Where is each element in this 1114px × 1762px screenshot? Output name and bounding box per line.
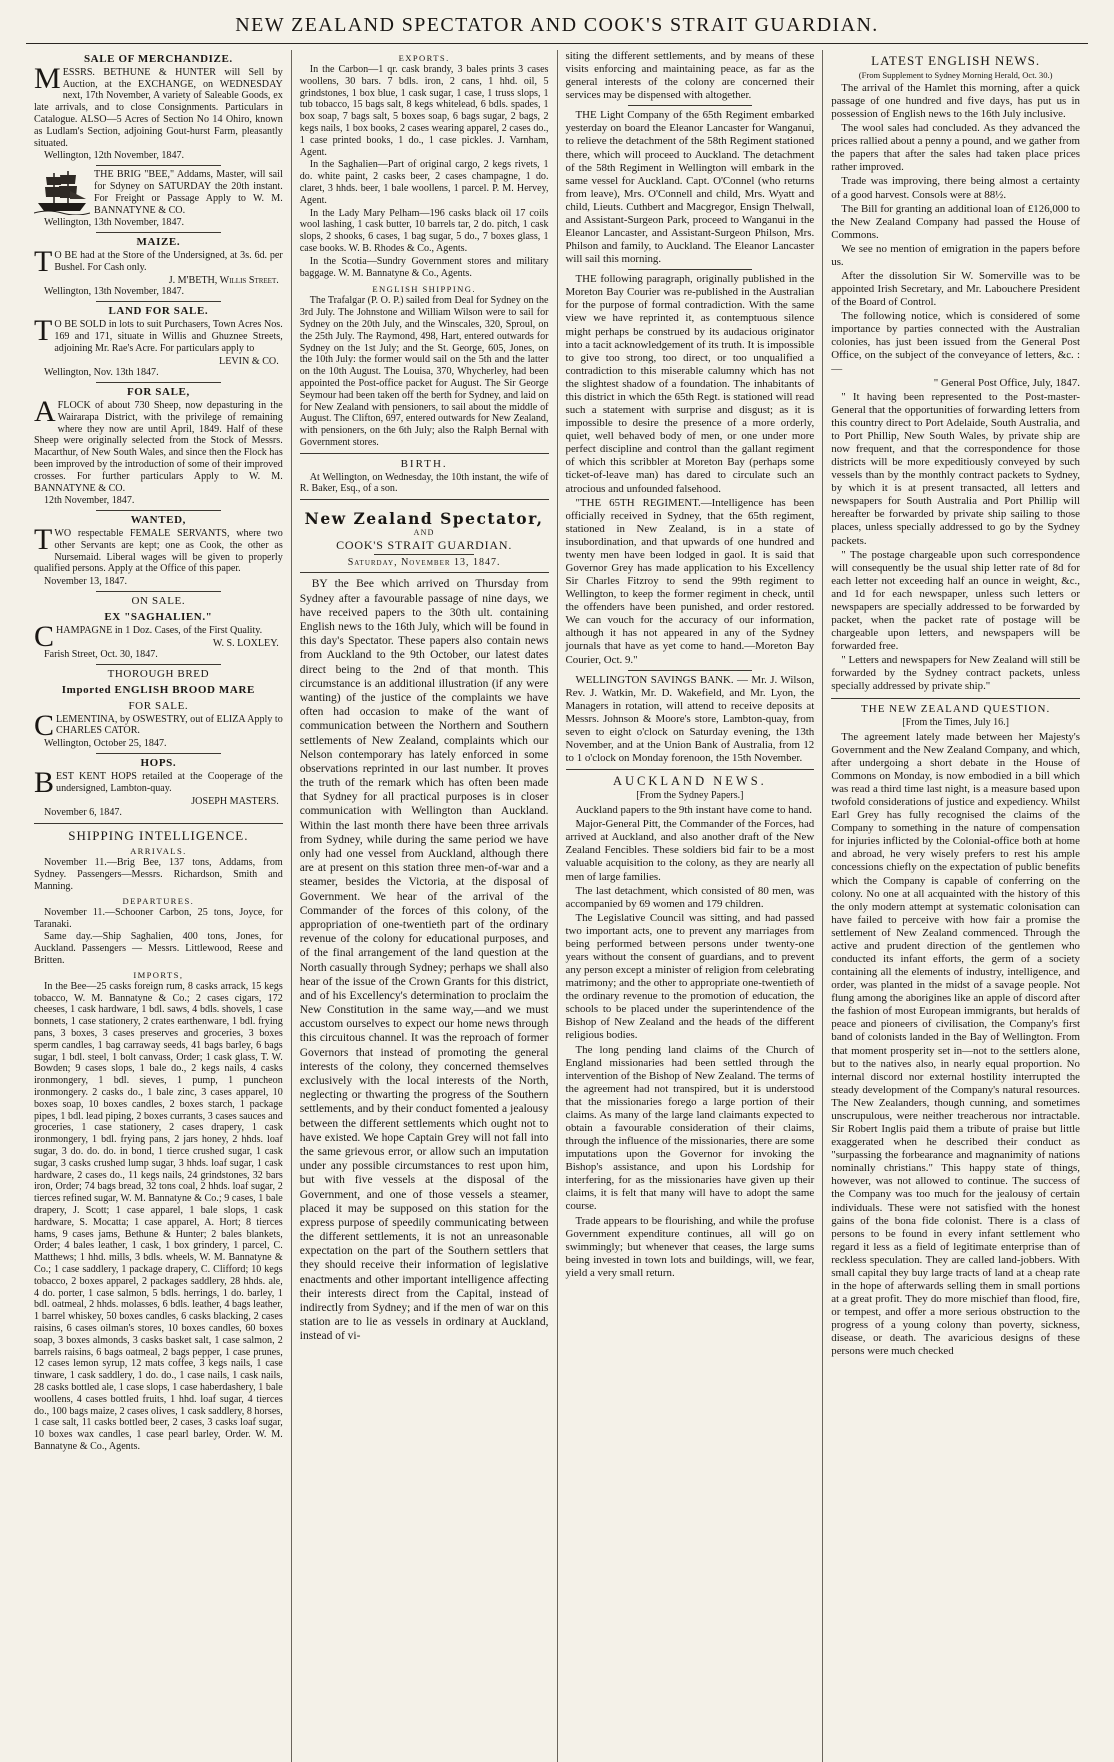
latest-paragraph: " The postage chargeable upon such correspondence will consequently be the usual ship letter rate of 8d for each letter not exceeding half an ounce in weight, &c., and 1d for each newspaper, unless such letters or newspapers are specially addressed to be forwarded by packet, when the packet rate of postage will be chargeable upon letters, and newspapers will be forwarded free. (831, 548, 1080, 653)
divider (566, 769, 815, 770)
latest-paragraph: The following notice, which is considered of some importance by parties connected with the Australian colonies, has just been issued from the General Post Office, on the subject of the conveyance of letters, &c. :— (831, 310, 1080, 375)
latest-paragraph: " General Post Office, July, 1847. (933, 376, 1080, 389)
sale-body: MESSRS. BETHUNE & HUNTER will Sell by Auction, at the EXCHANGE, on WEDNESDAY next, 17th November, A variety of Saleable Goods, ex late arrivals, and to close Consignments. Particulars in Catalogue. ALSO—5 Acres of Section No 14 Ohiro, known as Ludlam's Section, adjoining Gout-hurst Farm, pleasantly situated. (34, 61, 283, 149)
exports-body-1: In the Carbon—1 qr. cask brandy, 3 bales prints 3 cases woollens, 30 bars. 7 bdls. iron, 2 cans, 1 hhd. oil, 5 grindstones, 1 box blue, 1 cask sugar, 1 case, 1 truss slops, 1 tub tobacco, 15 bags salt, 8 kegs whitelead, 6 bdls. spades, 1 box soap, 7 bags salt, 5 boxes soap, 6 bags sugar, 2 bags, 2 kegs nails, 1 box books, 2 cases wearing apparel, 2 cases do., 1 case printed books, 1 do., 1 case pickles. J. Varnham, Agent. (299, 64, 549, 158)
latest-news-source: (From Supplement to Sydney Morning Herald, Oct. 30.) (858, 69, 1053, 80)
paper-date: Saturday, November 13, 1847. (347, 556, 501, 568)
auckland-paragraph: The last detachment, which consisted of 80 men, was accompanied by 69 women and 179 children. (565, 884, 815, 910)
auckland-paragraph: Trade appears to be flourishing, and while the profuse Government expenditure continues, all will go on swimmingly; but whenever that ceases, the large sums being invested in town lots and buildings, will, we fear, yield a very small return. (565, 1214, 815, 1279)
nz-question-source: [From the Times, July 16.] (902, 716, 1009, 728)
exports-body-2: In the Saghalien—Part of original cargo, 2 kegs rivets, 1 do. white paint, 2 casks beer, 2 cases champagne, 1 do. claret, 3 hhds. beer, 1 bale woollens, 1 parcel. P. M. Hervey, Agent. (299, 159, 549, 206)
divider (96, 664, 220, 665)
latest-paragraph: " It having been represented to the Post-master-General that the opportunities of forwarding letters from this country direct to Port Adelaide, South Australia, and to Port Phillip, New South Wales, by private ship are now frequent, and that the correspondence for those districts will be more expeditiously conveyed by such vessels than by the monthly contract packets to Sydney, by which it is at present transacted, all letters and newspapers for South Australia and Port Phillip will hereafter be forwarded by private ship sailing to those places, unless specially addressed to go by the Sydney packets. (831, 390, 1080, 547)
latest-paragraph: The arrival of the Hamlet this morning, after a quick passage of one hundred and five days, has put us in possession of English news to the 16th July inclusive. (831, 81, 1080, 121)
column-2 (292, 50, 558, 1762)
divider (831, 698, 1080, 699)
editorial-paragraph: BY the Bee which arrived on Thursday from Sydney after a favourable passage of nine days, we have received papers to the 30th ult. containing English news to the 16th July, which will be found in this day's Spectator. These papers also contain news from Auckland to the 9th October, our latest dates direct being to the 2nd of that month. This circumstance is an additional illustration (if any were wanting) of the justice of the complaints we have often had occasion to make of the want of communication between the Northern and Southern settlements of New Zealand, complaints which our Nelson contemporary has lately enforced in some observations reprinted in our last number. It proves the truth of the remark which has often been made that Sydney for all practical purposes is in closer communication with Wellington than Auckland. Within the last month there have been three arrivals from Sydney, while during the same period we have only had one vessel from Auckland, although there are at present on this station three men-of-war and a steamer, besides the Victoria, at the disposal of Government. We hear of the arrival of the Commander of the forces of this colony, of the appropriation of one-twentieth part of the ordinary revenue of the colony for educational purposes, and of the final arrangement of the land question at the North casually through Sydney; perhaps we shall also hear of the issue of the Crown Grants for this district, and of his Excellency's determination to proclaim the New Constitution in the same way,—and we must accustom ourselves to expect our home news through this circuitous channel. It was the reproach of former Governors that instead of promoting the general interests of the colony, they concerned themselves exclusively with the local interests of the North, neglecting or thwarting the progress of the Southern settlements, and by their conduct fomented a jealousy between the different settlements which ought not to have existed. We hope Captain Grey will not fall into the same grievous error, or allow such an imputation under any possible circumstances to rest upon him, but with five vessels at the disposal of the Government, and one of those vessels a steamer, placed it may be supposed on this station for the express purpose of speedily communicating between the different settlements, it is not an unreasonable expectation on the part of the Southern settlers that they should receive their information of legislative enactments and other important intelligence affecting their interests direct from the Capital, instead of indirectly from Sydney; and if the men of war on this station are to lie as vessels in ordinary at Auckland, instead of vi- (299, 578, 549, 1343)
brig-body: THE BRIG "BEE," Addams, Master, will sail for Sdyney on SATURDAY the 20th instant. For Freight or Passage Apply to W. M. BANNATYNE & CO. (94, 169, 283, 216)
paper-subtitle: COOK'S STRAIT GUARDIAN. (336, 537, 513, 552)
mare-date: Wellington, October 25, 1847. (44, 738, 167, 750)
hops-sign: JOSEPH MASTERS. (191, 795, 279, 807)
maize-title: MAIZE. (136, 236, 181, 249)
departures-body-2: Same day.—Ship Saghalien, 400 tons, Jones, for Auckland. Passengers — Messrs. Littlewood, Reese and Britten. (34, 931, 283, 966)
column-3 (558, 50, 824, 1762)
hops-date: November 6, 1847. (44, 807, 122, 819)
wanted-date: November 13, 1847. (44, 576, 127, 588)
imports-body: In the Bee—25 casks foreign rum, 8 casks arrack, 15 kegs tobacco, W. M. Bannatyne & Co.; 2 cases cigars, 172 cheeses, 1 cask hardware, 1 bdl. saws, 4 bdls. shovels, 1 case bonnets, 1 case stationery, 2 crates earthenware, 1 bdl. frying pans, 3 boxes, 3 cases preserves and groceries, 3 boxes sperm candles, 1 bag carraway seeds, 41 bags barley, 6 bags sugar, 1 bdl. steel, 1 bolt canvass, Order; 1 cask glass, T. W. Bowden; 9 cases slops, 1 bale do., 2 kegs nails, 4 casks ironmongery, 1 bdl. sieves, 1 pump, 1 puncheon ironmongery. 2 casks do., 1 bale zinc, 3 cases apparel, 10 boxes soap, 10 boxes candles, 2 boxes starch, 1 package pipes, 1 bdl. lead piping, 2 boxes currants, 3 cases sauces and groceries, 1 case stationery, 2 cases drapery, 1 cask ironmongery, 1 bdl. frying pans, 2 jars honey, 2 hhds. loaf sugar, 3 do. do. do. in bond, 1 tierce crushed sugar, 1 cask sugar, 3 casks crushed lump sugar, 3 hhds. loaf sugar, 1 cask hardware, 2 cases do., 11 kegs nails, 24 grindstones, 32 bars iron, Order; 74 bags bread, 32 tons coal, 2 hhds. loaf sugar, 2 tierces refined sugar, W. M. Bannatyne & Co.; 9 cases, 1 bale drapery, J. Scott; 1 case apparel, 1 bale slops, 1 cask hardware, S. Mocatta; 1 case apparel, A. Hort; 8 tierces hams, 9 cases jams, Bethune & Hunter; 2 bales blankets, Order; 4 bales leather, 1 cask, 1 box grindery, 1 parcel, C. Matthews; 1 hhd. mills, 3 bdls. wheels, W. M. Bannatyne & Co.; 1 case saddlery, 1 package drapery, C. Clifford; 10 kegs tobacco, 2 boxes apparel, 2 packages saddlery, 28 hhds. ale, 4 do. porter, 1 case salmon, 5 bdls. herrings, 1 do. barley, 1 bdl. oatmeal, 2 hhds. molasses, 6 bdls. leather, 4 bags leather, 1 barrel whiskey, 50 boxes candles, 6 casks blacking, 2 cases raisins, 6 cases oilman's stores, 10 boxes candles, 60 boxes soap, 3 boxes almonds, 3 casks basket salt, 1 case salmon, 2 barrels raisins, 6 bags oatmeal, 2 bags pepper, 1 case prunes, 12 cases lemon syrup, 12 mats coffee, 3 kegs nails, 1 case tinware, 1 cask saddlery, 1 do. do., 1 case nails, 1 cask nails, 28 casks bottled ale, 1 case slops, 1 case haberdashery, 1 bale woollens, 4 cases bottled fruits, 1 hhd. loaf sugar, 4 tierces do., 100 bags maize, 2 cases olives, 1 cask saddlery, 8 horses, 1 case salt, 11 casks bottled beer, 2 cases, 3 casks loaf sugar, 10 boxes wax candles, 1 case pearl barley, Order. W. M. Bannatyne & Co., Agents. (34, 980, 283, 1452)
editorial (300, 577, 549, 1343)
maize-date: Wellington, 13th November, 1847. (44, 286, 185, 298)
champagne-body: CHAMPAGNE in 1 Doz. Cases, of the First Quality. (34, 619, 263, 653)
arrivals-body: November 11.—Brig Bee, 137 tons, Addams, from Sydney. Passengers—Messrs. Richardson, Smith and Manning. (34, 857, 283, 892)
editorial-continued: siting the different settlements, and by means of these visits enforcing and maintaining peace, as far as the general interests of the colony are concerned their services may be dispensed with altogether. (565, 50, 815, 102)
latest-paragraph: After the dissolution Sir W. Somerville was to be appointed Irish Secretary, and Mr. Labouchere President of the Board of Control. (831, 270, 1080, 309)
brig-date: Wellington, 13th November, 1847. (44, 217, 185, 229)
divider (96, 753, 220, 754)
auckland-news-title: AUCKLAND NEWS. (612, 774, 767, 789)
divider (374, 554, 474, 555)
columns (26, 50, 1088, 1762)
departures-title: DEPARTURES. (122, 895, 195, 906)
exports-body-4: In the Scotia—Sundry Government stores and military baggage. W. M. Bannatyne & Co., Agents. (299, 255, 549, 279)
column-4 (823, 50, 1088, 1762)
champagne-sign: W. S. LOXLEY. (212, 637, 279, 649)
mare-title-3: FOR SALE. (128, 699, 189, 712)
nz-question-title: THE NEW ZEALAND QUESTION. (861, 702, 1051, 715)
latest-news-title: LATEST ENGLISH NEWS. (871, 53, 1041, 68)
english-shipping-title: ENGLISH SHIPPING. (372, 284, 476, 295)
paper-and: AND (413, 528, 435, 538)
savings-bank-paragraph: WELLINGTON SAVINGS BANK. — Mr. J. Wilson, Rev. J. Watkin, Mr. D. Wakefield, and Mr. Lyon, the Managers in rotation, will attend to receive deposits at Messrs. Johnson & Moore's store, Lambton-quay, from seven to eight o'clock on Saturday evening, the 13th November, and at the Union Bank of Australia, from 12 to 1 o'clock on Monday forenoon, the 15th November. (565, 673, 815, 765)
imports-title: IMPORTS, (133, 969, 184, 980)
arrivals-title: ARRIVALS. (130, 846, 187, 857)
nz-question-paragraph: The agreement lately made between her Majesty's Government and the New Zealand Company, and which, after undergoing a short debate in the House of Commons on Monday, is now embodied in a bill which was read a third time last night, is a measure based upon twofold considerations of justice and expediency. Whilst Earl Grey has fully recognised the claims of the Company to something in the nature of compensation for injuries inflicted by the Colonial-office both at home and abroad, he very wisely prefers to rest his ample concessions chiefly on the expectation of public benefits which the Company is capable of conferring on the colony. No one at all acquainted with the history of this the only modern attempt at systematic colonisation can have failed to perceive with how fair a promise the settlement of New Zealand commenced. Through the active and prudent direction of the gentlemen who conducted its infant efforts, the germ of a society containing all the elements of industry, intelligence, and order, was planted in the midst of a savage people. Not flung among the aborigines like an apple of discord after the fashion of most European immigrants, but heralds of peace and pioneers of civilisation, the Company's first band of colonists landed in the Bay of Wellington. From that moment prosperity set in—not to the settlers alone, but to the natives also, in nearly equal proportion. No internal discord nor external hostility interrupted the steady development of the Company's natural resources. The New Zealanders, though cunning, and sometimes unscrupulous, were neither treacherous nor intractable. Sir Robert Inglis paid them a tribute of praise but little exaggerated when he described their conduct as "surpassing the forbearance and magnanimity of nations nominally christians." This happy state of things, however, was not allowed to continue. The success of the Company was too much for the jealousy of certain individuals. These were not satisfied with the honest gains of the bona fide colonist. There is a class of persons to be found in every infant settlement who regard it less as a field of legitimate enterprise than of reckless speculation. They are called land-jobbers. With small capital they buy large tracts of land at a cheap rate in the hope of afterwards selling them in small portions at a great profit. They do more mischief than flood, fire, or tempest, and offer a more serious obstruction to the progress of a young colony than poverty, sickness, disease, or death. The avaricious designs of these persons were much checked (831, 730, 1080, 1358)
exports-title: EXPORTS. (398, 53, 450, 63)
hops-body: BEST KENT HOPS retailed at the Cooperage of the undersigned, Lambton-quay. (34, 765, 283, 799)
regiment-quote: "THE 65TH REGIMENT.—Intelligence has been officially received in Sydney, that the 65th regiment, stationed in New Zealand, is in a state of insubordination, and that upwards of one hundred and twenty men have been lodged in gaol. It is said that Governor Grey has made application to his Excellency Sir Charles Fitzroy to send the 99th regiment to Wellington, to keep the former regiment in check, until the offenders have been punished, and order restored. We can vouch for the accuracy of our information, although it has not appeared in any of the Sydney journals that have as yet come to hand.—Moreton Bay Courier, Oct. 9." (565, 496, 815, 666)
latest-paragraph: " Letters and newspapers for New Zealand will still be forwarded by the Sydney contract packets, unless specially addressed by private ship." (831, 654, 1080, 693)
onsale-title: ON SALE. (131, 594, 186, 607)
maize-body: TO BE had at the Store of the Undersigned, at 3s. 6d. per Bushel. For Cash only. (34, 245, 283, 279)
following-paragraph: THE following paragraph, originally published in the Moreton Bay Courier was re-published in the Australian for the purpose of formal contradiction. With the same view we have reprinted it, as contemptuous silence might perhaps be construed by its audacious originator into a tacit acknowledgement of its truth. It is impossible to give too strong, too direct, or too unqualified a contradiction to this miserable calumny which has not the slightest shadow of a foundation. The inhabitants of this district in which the 65th Regt. is stationed will read such a statement with surprise and disgust; as it is impossible to desire the presence of a more orderly, quiet, well behaved body of men, or one under more perfect discipline and control than the gallant regiment of which this scribbler at Moreton Bay (perhaps some ticket-of-leave man) has dared to circulate such an atrocious and unfounded falsehood. (565, 273, 815, 495)
birth-body: At Wellington, on Wednesday, the 10th instant, the wife of R. Baker, Esq., of a son. (299, 471, 549, 495)
divider (300, 453, 549, 454)
divider (628, 105, 752, 106)
birth-title: BIRTH. (400, 457, 448, 470)
divider (96, 510, 220, 511)
ship-icon (34, 169, 90, 215)
mare-title-2: Imported ENGLISH BROOD MARE (61, 683, 255, 696)
maize-sign: J. M'BETH, Willis Street. (168, 274, 279, 286)
mare-title-1: THOROUGH BRED (107, 668, 210, 681)
departures-body-1: November 11.—Schooner Carbon, 25 tons, Joyce, for Taranaki. (34, 906, 283, 930)
sale-date: Wellington, 12th November, 1847. (44, 150, 185, 162)
auckland-paragraph: Major-General Pitt, the Commander of the Forces, had arrived at Auckland, and also another draft of the New Zealand Fencibles. These soldiers bid fair to be a most valuable acquisition to the colony, as they are nearly all men of large families. (565, 818, 815, 883)
paper-title: New Zealand Spectator, (304, 509, 544, 529)
auckland-paragraph: The long pending land claims of the Church of England missionaries had been settled through the intervention of the Bishop of New Zealand. The terms of the agreement had not transpired, but it is understood that the missionaries forego a large portion of their claims. As many of the large land claimants expected to obtain a favourable consideration of their claims, through the influence of the missionaries, there are some imputations upon the Governor for invoking the Bishop's assistance, and upon his Lordship for interfering, for as the missionaries have given up their claims, it is felt that many will have to adopt the same course. (565, 1043, 815, 1213)
exports-body-3: In the Lady Mary Pelham—196 casks black oil 17 coils wool lashing, 1 cask butter, 10 barrels tar, 2 do. pitch, 1 cask slops, 2 shooks, 6 cases, 1 bag sugar, 5 do., 7 boxes glass, 1 case books. W. B. Rhodes & Co., Agents. (299, 207, 549, 254)
land-sign: LEVIN & CO. (219, 355, 279, 367)
light-company-paragraph: THE Light Company of the 65th Regiment embarked yesterday on board the Eleanor Lancaster for Wanganui, to relieve the detachment of the 58th Regiment stationed there, which will proceed to Auckland. The detachment of the 58th Regiment in Wellington will embark in the same vessel for Auckland. Capt. O'Connel (who returns from leave), Mrs. O'Connell and child, Mrs. Wyatt and child, Lieuts. Cuthbert and Macgregor, Ensign Thelwall, and Assistant-Surgeon Park, proceed to Wanganui in the Eleanor Lancaster, and Assistant-Surgeon Philson, Mrs. Philson and family, to Auckland. The Eleanor Lancaster will sail this morning. (565, 109, 815, 266)
forsale-date: 12th November, 1847. (44, 495, 135, 507)
wanted-title: WANTED, (130, 514, 186, 527)
divider (96, 591, 220, 592)
divider (96, 301, 220, 302)
divider (34, 823, 283, 824)
forsale-title: FOR SALE, (126, 386, 190, 399)
masthead: NEW ZEALAND SPECTATOR AND COOK'S STRAIT GUARDIAN. (26, 14, 1088, 44)
latest-paragraph: We see no mention of emigration in the papers before us. (831, 242, 1080, 268)
divider (628, 670, 752, 671)
latest-paragraph: The wool sales had concluded. As they advanced the prices rallied about a penny a pound, and we gather from the papers that after the sales had taken place prices rather improved. (831, 122, 1080, 174)
divider (96, 382, 220, 383)
land-title: LAND FOR SALE. (108, 305, 209, 318)
divider (300, 572, 549, 573)
latest-paragraph: The Bill for granting an additional loan of £126,000 to the New Zealand Company had passed the House of Commons. (831, 202, 1080, 241)
divider (96, 165, 220, 166)
mare-body: CLEMENTINA, by OSWESTRY, out of ELIZA Apply to CHARLES CATOR. (34, 708, 283, 742)
column-1 (26, 50, 292, 1762)
divider (96, 232, 220, 233)
hops-title: HOPS. (140, 757, 177, 770)
forsale-body: AFLOCK of about 730 Sheep, now depasturing in the Wairarapa District, with the privilege of remaining where they now are until April, 1849. Half of these Sheep were originally selected from the Stock of Messrs. Macarthur, of New South Wales, and since then the Flock has been improved by the introduction of some of their improved crosses. For further particulars Apply to W. M. BANNATYNE & CO. (34, 394, 283, 494)
land-date: Wellington, Nov. 13th 1847. (44, 367, 159, 379)
auckland-paragraph: Auckland papers to the 9th instant have come to hand. (575, 804, 813, 817)
sale-title: SALE OF MERCHANDIZE. (83, 53, 233, 65)
divider (628, 269, 752, 270)
wanted-body: TWO respectable FEMALE SERVANTS, where two other Servants are kept; one as Cook, the other as Nursemaid. Liberal wages will be given to properly qualified persons. Apply at the Office of this paper. (34, 523, 283, 575)
champagne-date: Farish Street, Oct. 30, 1847. (44, 649, 158, 661)
auckland-paragraph: The Legislative Council was sitting, and had passed two important acts, one to prevent any marriages from being performed between persons under twenty-one years without the consent of guardians, and to prevent any person except a minister of religion from celebrating matrimony; and the other to appropriate one-twentieth of the ordinary revenue to the promotion of education, the schools to be placed under the superintendence of the Bishop of New Zealand and the heads of the different religious bodies. (565, 911, 815, 1042)
ex-title: EX "SAGHALIEN." (104, 610, 213, 623)
shipping-title: SHIPPING INTELLIGENCE. (68, 828, 249, 844)
english-shipping-body: The Trafalgar (P. O. P.) sailed from Deal for Sydney on the 3rd July. The Johnstone and William Wilson were to sail for Sydney on the 20th July, and the Winscales, 320, Sproul, on the 25th July. The Raymond, 498, Hart, entered outwards for Sydney on the 1st July; and the St. George, 605, Jones, on the 10th July: the former would sail on the 5th and the latter on the 10th August. The Louisa, 370, Whycherley, had been appointed the Post-office packet for August. The Sir George Seymour had been taken off the berth for Sydney, and laid on for New Zealand with pensioners, to sail about the middle of August. The Clifton, 697, entered outwards for New Zealand, with pensioners, on the 6th July; also the Ralph Bernal with Government stores. (299, 295, 549, 448)
latest-paragraph: Trade was improving, there being almost a certainty of a good harvest. Consols were at 88½. (831, 175, 1080, 201)
divider (300, 499, 549, 500)
brig-advert (34, 169, 283, 217)
auckland-news-source: [From the Sydney Papers.] (636, 790, 744, 802)
land-body: TO BE SOLD in lots to suit Purchasers, Town Acres Nos. 169 and 171, situate in Willis and Ghuznee Streets, adjoining Mr. Rae's Acre. For particulars apply to (34, 314, 283, 354)
